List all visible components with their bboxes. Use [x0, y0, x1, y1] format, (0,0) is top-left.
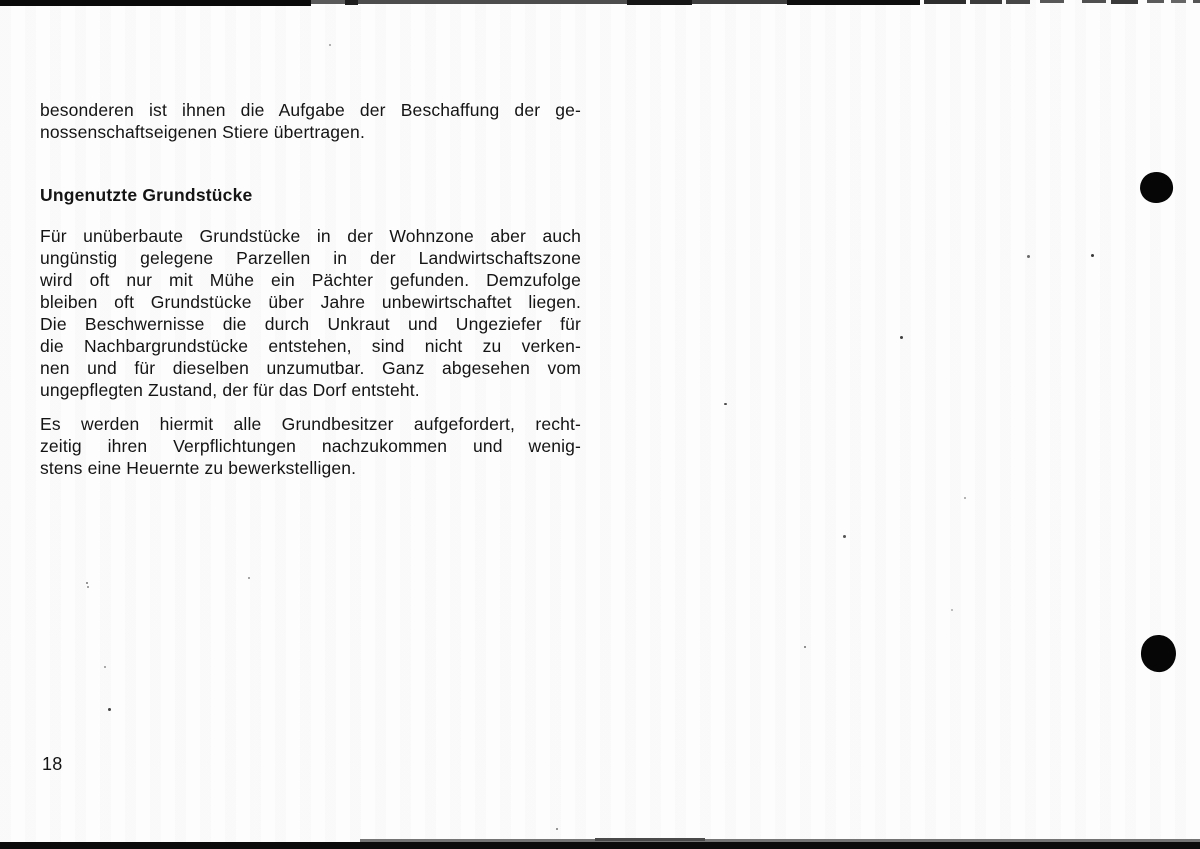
- rule-segment: [0, 842, 1200, 849]
- section-paragraph-1: [40, 225, 581, 401]
- section-paragraph-2: [40, 413, 581, 479]
- text-line: nossenschaftseigenen Stiere übertragen.: [40, 122, 365, 142]
- rule-dash: [1040, 0, 1064, 3]
- page-number: 18: [42, 754, 63, 774]
- rule-segment: [358, 0, 627, 4]
- text-line: Die Beschwernisse die durch Unkraut und Ungeziefer für: [40, 314, 581, 334]
- scan-speck: [843, 535, 846, 538]
- rule-segment: [627, 0, 692, 5]
- text-line: die Nachbargrundstücke entstehen, sind nicht zu verken-: [40, 336, 581, 356]
- text-line: Es werden hiermit alle Grundbesitzer aufgefordert, recht-: [40, 414, 581, 434]
- intro-paragraph: [40, 99, 581, 143]
- scan-speck: [87, 586, 89, 588]
- punch-hole-dot-bottom: [1139, 634, 1177, 674]
- rule-dash: [1171, 0, 1186, 3]
- scan-speck: [1027, 255, 1030, 258]
- text-line: besonderen ist ihnen die Aufgabe der Beschaffung der ge-: [40, 100, 581, 120]
- text-line: zeitig ihren Verpflichtungen nachzukommen und wenig-: [40, 436, 581, 456]
- text-line: ungünstig gelegene Parzellen in der Landwirtschaftszone: [40, 248, 581, 268]
- scan-speck: [329, 44, 331, 46]
- text-line: bleiben oft Grundstücke über Jahre unbewirtschaftet liegen.: [40, 292, 581, 312]
- scan-speck: [104, 666, 106, 668]
- rule-segment: [0, 0, 311, 6]
- scan-speck: [900, 336, 903, 339]
- rule-segment: [345, 0, 358, 5]
- rule-segment: [595, 838, 705, 841]
- punch-hole-dot-top: [1138, 170, 1175, 205]
- scan-speck: [951, 609, 953, 611]
- rule-segment: [692, 0, 787, 4]
- rule-dash: [1111, 0, 1138, 4]
- rule-segment: [311, 0, 345, 4]
- scan-speck: [556, 828, 558, 830]
- text-line: wird oft nur mit Mühe ein Pächter gefunden. Demzufolge: [40, 270, 581, 290]
- text-line: stens eine Heuernte zu bewerkstelligen.: [40, 458, 357, 478]
- section-heading: Ungenutzte Grundstücke: [40, 185, 253, 205]
- scan-speck: [86, 582, 88, 584]
- scan-speck: [248, 577, 250, 579]
- scan-speck: [1091, 254, 1094, 257]
- rule-dash: [1082, 0, 1106, 3]
- text-line: ungepflegten Zustand, der für das Dorf entsteht.: [40, 380, 420, 400]
- rule-dash: [970, 0, 1002, 4]
- rule-dash: [924, 0, 966, 4]
- scan-speck: [804, 646, 806, 648]
- rule-dash: [1147, 0, 1164, 3]
- text-line: Für unüberbaute Grundstücke in der Wohnzone aber auch: [40, 226, 581, 246]
- rule-dash: [1193, 0, 1200, 3]
- rule-segment: [787, 0, 920, 5]
- rule-dash: [1006, 0, 1030, 4]
- scan-speck: [964, 497, 966, 499]
- scan-speck: [108, 708, 111, 711]
- text-line: nen und für dieselben unzumutbar. Ganz abgesehen vom: [40, 358, 581, 378]
- scan-speck: [724, 403, 727, 405]
